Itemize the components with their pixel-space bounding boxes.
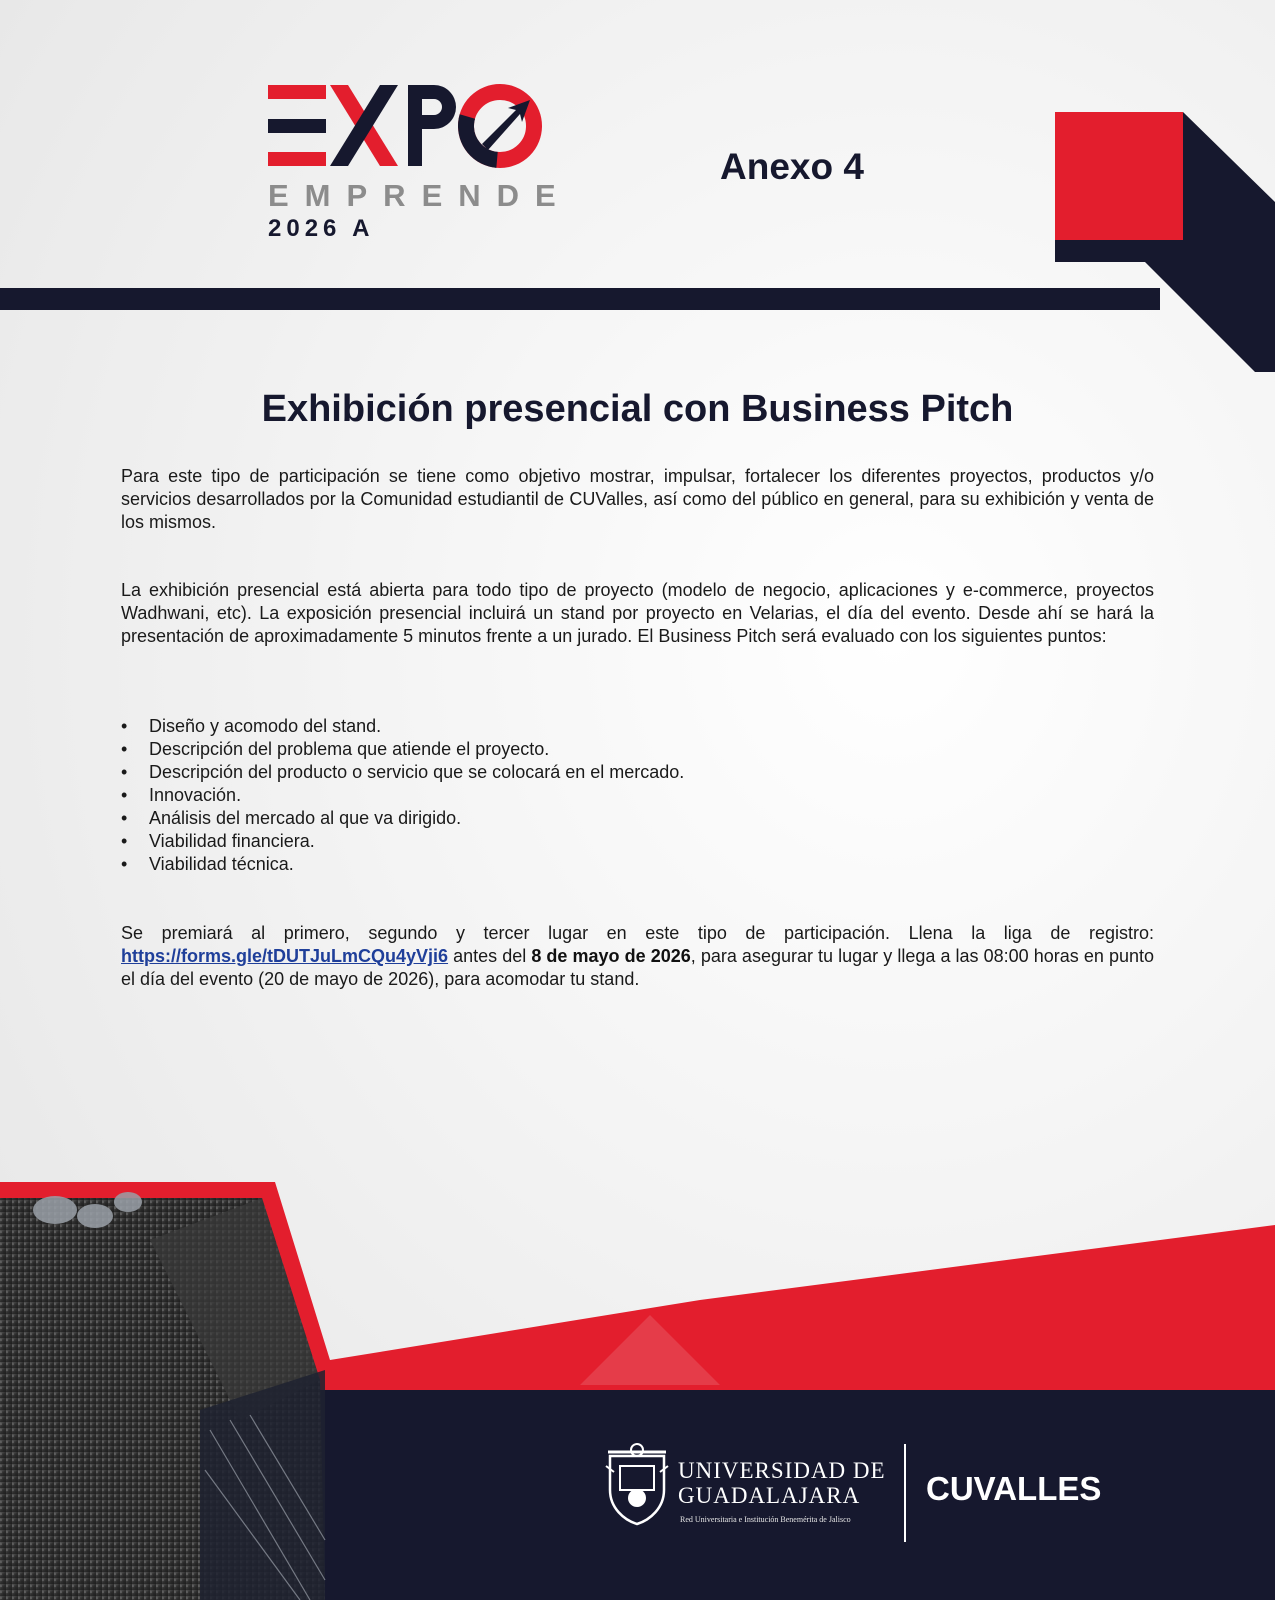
deadline-date: 8 de mayo de 2026 — [531, 946, 691, 966]
list-item: • Descripción del producto o servicio que se colocará en el mercado. — [121, 761, 1021, 784]
university-shield-icon — [600, 1442, 674, 1528]
university-name-line1: UNIVERSIDAD DE — [678, 1458, 886, 1483]
logo-subtitle: EMPRENDE — [268, 178, 572, 213]
header-band — [0, 288, 1160, 310]
registration-intro: Se premiará al primero, segundo y tercer lugar en este tipo de participación. Llena la liga de registro: — [121, 923, 1154, 943]
corner-decoration — [1055, 112, 1275, 372]
logo-year: 2026 A — [268, 215, 375, 242]
list-item: • Diseño y acomodo del stand. — [121, 715, 1021, 738]
expo-logo — [268, 82, 548, 172]
list-item: • Descripción del problema que atiende el proyecto. — [121, 738, 1021, 761]
list-item: • Viabilidad financiera. — [121, 830, 1021, 853]
registration-paragraph — [121, 922, 1154, 991]
intro-paragraph: Para este tipo de participación se tiene como objetivo mostrar, impulsar, fortalecer los diferentes proyectos, productos y/o servicios desarrollados por la Comunidad estudiantil de CUValles, así como del público en general, para su exhibición y venta de los mismos. — [121, 466, 1154, 532]
university-name-line2: GUADALAJARA — [678, 1483, 861, 1508]
university-tagline: Red Universitaria e Institución Benemérita de Jalisco — [680, 1515, 851, 1524]
annex-label: Anexo 4 — [720, 146, 864, 187]
university-name — [678, 1458, 886, 1508]
list-item: • Viabilidad técnica. — [121, 853, 1021, 876]
registration-outro: , para asegurar tu lugar y llega a las 08:00 horas en punto el día del evento (20 de mayo de 2026), para acomodar tu stand. — [121, 946, 1154, 989]
registration-link[interactable]: https://forms.gle/tDUTJuLmCQu4yVji6 — [121, 946, 449, 966]
footer-decoration — [0, 1170, 1275, 1600]
criteria-list — [121, 715, 1021, 876]
footer-divider — [904, 1444, 906, 1542]
exhibition-paragraph: La exhibición presencial está abierta para todo tipo de proyecto (modelo de negocio, aplicaciones y e-commerce, proyectos Wadhwani, etc). La exposición presencial incluirá un stand por proyecto en Velarias, el día del evento. Desde ahí se hará la presentación de aproximadamente 5 minutos frente a un jurado. El Business Pitch será evaluado con los siguientes puntos: — [121, 580, 1154, 646]
registration-before-date: antes del — [448, 946, 532, 966]
page-title: Exhibición presencial con Business Pitch — [261, 388, 1014, 430]
list-item: • Análisis del mercado al que va dirigido. — [121, 807, 1021, 830]
list-item: • Innovación. — [121, 784, 1021, 807]
campus-name: CUVALLES — [926, 1470, 1102, 1507]
